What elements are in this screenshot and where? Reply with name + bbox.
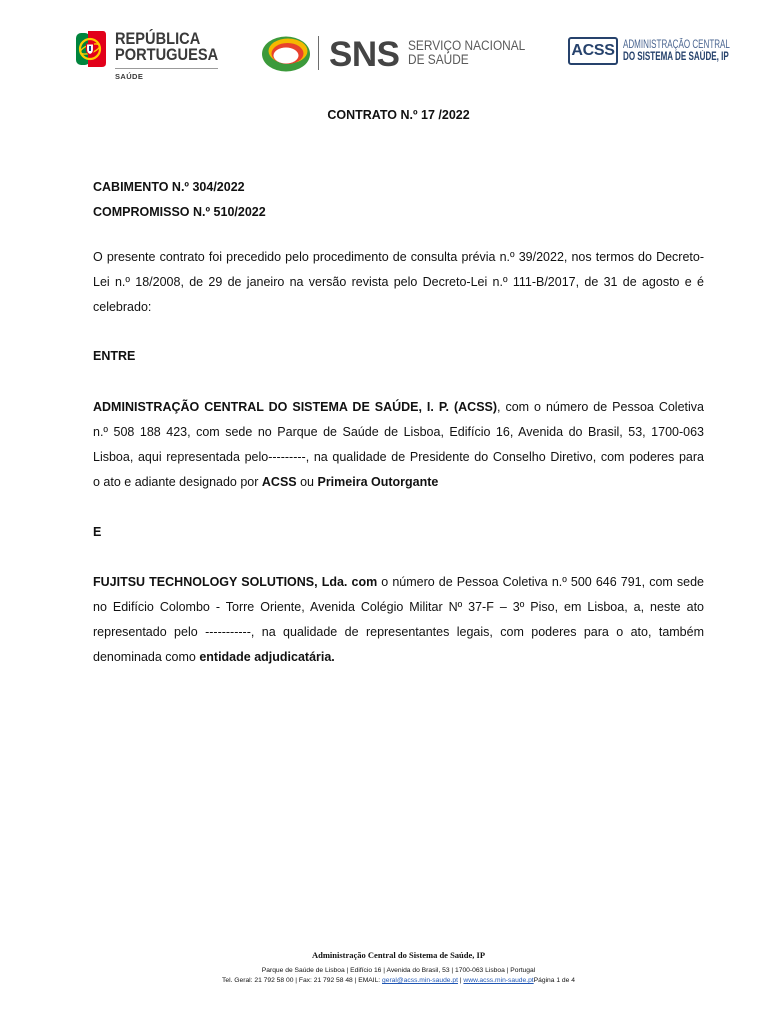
second-party-line bbox=[93, 595, 704, 620]
acss-acronym: ACSS bbox=[571, 42, 615, 59]
first-party-line bbox=[93, 470, 704, 495]
portuguesa-line: PORTUGUESA bbox=[115, 45, 219, 64]
republica-portuguesa-wordmark bbox=[115, 31, 225, 63]
footer-organization: Administração Central do Sistema de Saúde, IP bbox=[311, 950, 486, 960]
second-party-name: FUJITSU TECHNOLOGY SOLUTIONS, Lda. com bbox=[93, 575, 378, 589]
first-party-text: ou bbox=[296, 475, 318, 489]
second-party-text: no Edifício Colombo - Torre Oriente, Avenida Colégio Militar Nº 37-F – 3º Piso, em Lisboa, a, neste ato bbox=[93, 600, 704, 614]
first-party-paragraph bbox=[93, 395, 704, 495]
first-party-short-name: ACSS bbox=[261, 475, 297, 489]
sns-logo-divider bbox=[318, 36, 319, 70]
cabimento-number: CABIMENTO N.º 304/2022 bbox=[93, 180, 245, 194]
first-party-text: Lisboa, aqui representada pelo---------, na qualidade de Presidente do Conselho Diretivo, com poderes para bbox=[93, 450, 704, 464]
acss-name-line: ADMINISTRAÇÃO CENTRAL bbox=[623, 39, 730, 51]
sns-acronym: SNS bbox=[329, 35, 400, 74]
compromisso-number: COMPROMISSO N.º 510/2022 bbox=[93, 205, 266, 219]
sns-logo-icon bbox=[261, 36, 311, 72]
first-party-text: o ato e adiante designado por bbox=[93, 475, 262, 489]
second-party-text: representado pelo -----------, na qualidade de representantes legais, com poderes para o ato, também bbox=[93, 625, 704, 639]
between-heading: ENTRE bbox=[93, 349, 136, 363]
republica-line: REPÚBLICA bbox=[115, 29, 201, 48]
acss-name-line: DO SISTEMA DE SAÚDE, IP bbox=[623, 51, 729, 63]
contract-title: CONTRATO N.º 17 /2022 bbox=[327, 108, 470, 122]
first-party-line bbox=[93, 445, 704, 470]
second-party-line bbox=[93, 570, 704, 595]
sns-name-line: SERVIÇO NACIONAL bbox=[408, 38, 526, 53]
and-heading: E bbox=[93, 525, 102, 539]
budget-references bbox=[93, 175, 704, 225]
preamble-line: Lei n.º 18/2008, de 29 de janeiro na versão revista pelo Decreto-Lei n.º 111-B/2017, de 31 de agosto e é bbox=[93, 275, 704, 289]
acss-full-name bbox=[623, 39, 743, 63]
second-party-line bbox=[93, 620, 704, 645]
republica-portuguesa-emblem-icon bbox=[74, 29, 108, 69]
second-party-paragraph bbox=[93, 570, 704, 670]
preamble-line: celebrado: bbox=[93, 300, 152, 314]
preamble-line: O presente contrato foi precedido pelo procedimento de consulta prévia n.º 39/2022, nos termos do Decreto- bbox=[93, 250, 704, 264]
footer-address: Parque de Saúde de Lisboa | Edifício 16 | Avenida do Brasil, 53 | 1700-063 Lisboa | Portugal bbox=[261, 967, 536, 974]
second-party-line bbox=[93, 645, 704, 670]
second-party-designation: entidade adjudicatária. bbox=[199, 650, 335, 664]
sns-logo-center bbox=[274, 48, 299, 64]
footer-separator: | bbox=[457, 977, 464, 984]
shield-inner bbox=[89, 46, 91, 51]
footer-page-number: Página 1 de 4 bbox=[533, 977, 575, 984]
first-party-line bbox=[93, 420, 704, 445]
footer-contacts bbox=[93, 976, 704, 986]
footer-email-link[interactable]: geral@acss.min-saude.pt bbox=[382, 977, 458, 984]
republica-divider bbox=[115, 68, 218, 69]
first-party-text: , com o número de Pessoa Coletiva bbox=[497, 400, 704, 414]
footer-website-link[interactable]: www.acss.min-saude.pt bbox=[463, 977, 534, 984]
first-party-line bbox=[93, 395, 704, 420]
second-party-text: o número de Pessoa Coletiva n.º 500 646 791, com sede bbox=[377, 575, 704, 589]
first-party-designation: Primeira Outorgante bbox=[317, 475, 439, 489]
acss-logo-box bbox=[568, 37, 618, 65]
first-party-name: ADMINISTRAÇÃO CENTRAL DO SISTEMA DE SAÚDE, I. P. (ACSS) bbox=[93, 400, 498, 414]
preamble-paragraph bbox=[93, 245, 704, 320]
sns-name-line: DE SAÚDE bbox=[408, 52, 469, 67]
second-party-text: denominada como bbox=[93, 650, 200, 664]
sns-full-name bbox=[408, 39, 538, 67]
first-party-text: n.º 508 188 423, com sede no Parque de Saúde de Lisboa, Edifício 16, Avenida do Brasil, 53, 1700-063 bbox=[93, 425, 704, 439]
republica-sector-label: SAÚDE bbox=[115, 72, 144, 81]
footer-phone-fax: Tel. Geral: 21 792 58 00 | Fax: 21 792 58 48 | EMAIL: bbox=[222, 977, 383, 984]
